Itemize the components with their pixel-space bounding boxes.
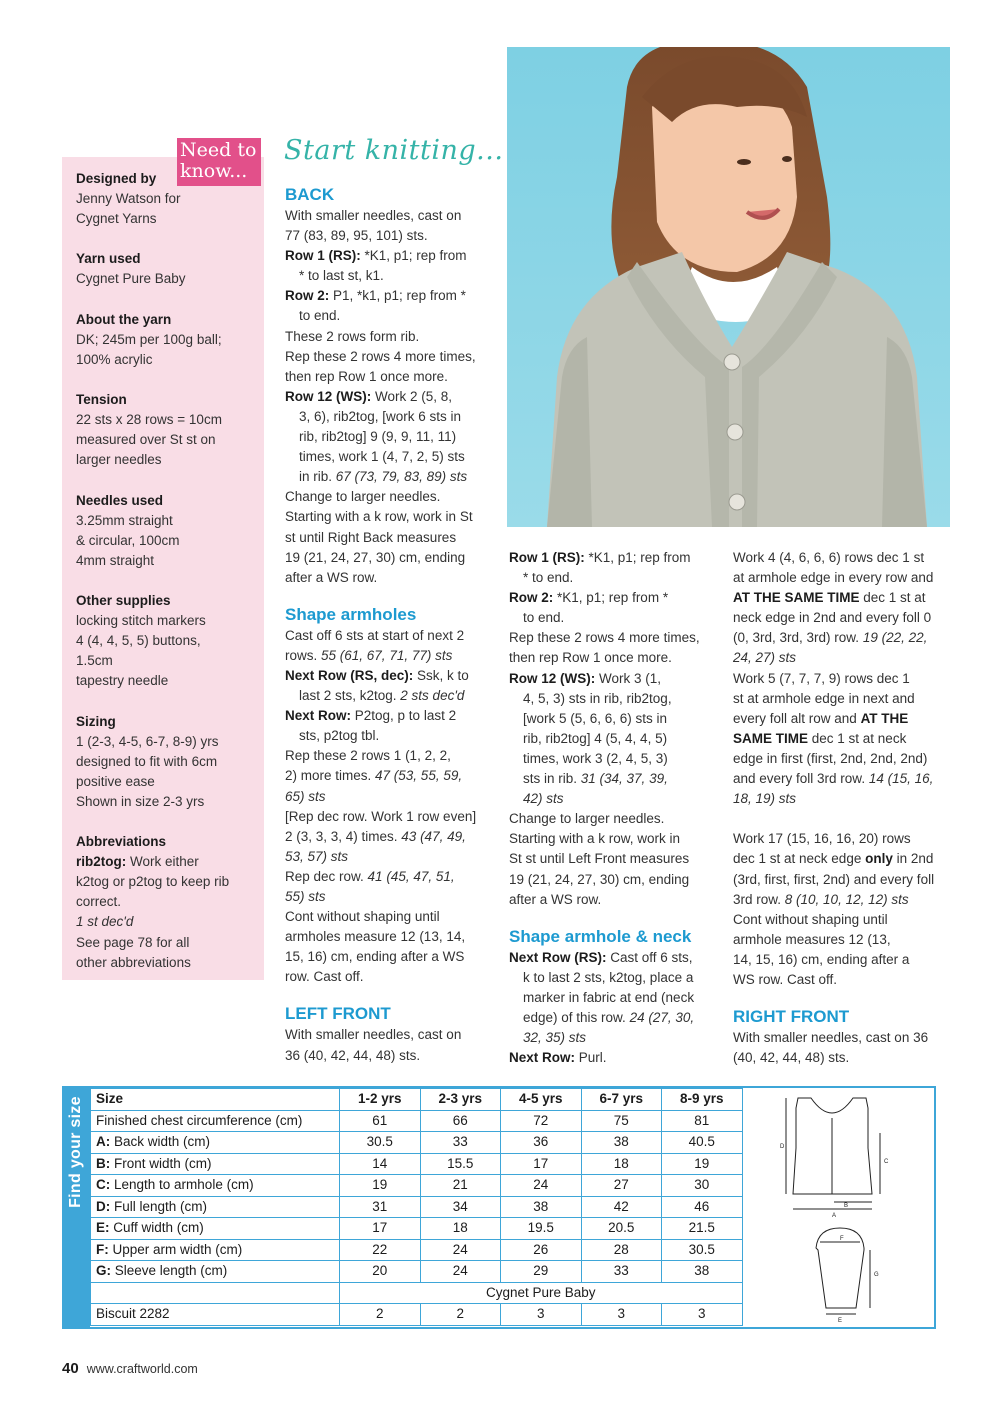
text-line: st at armhole edge in next and (733, 690, 915, 706)
sidebar-section (76, 712, 264, 812)
text-line: Change to larger needles. (509, 811, 665, 827)
emphasis: SAME TIME (733, 730, 809, 746)
table-row-label: D: Full length (cm) (91, 1196, 340, 1218)
text-line: WS row. Cast off. (733, 971, 838, 987)
text-span: every foll alt row and (733, 710, 861, 726)
sidebar-section (76, 310, 264, 370)
cardigan-schematic (746, 1088, 934, 1327)
text-span: dec 1 st at neck edge (733, 851, 866, 867)
table-cell: 17 (340, 1218, 421, 1240)
sidebar-heading: Yarn used (76, 251, 141, 267)
table-cell: 3 (662, 1304, 743, 1326)
yarn-name-cell: Cygnet Pure Baby (340, 1282, 743, 1304)
section-heading-back: BACK (285, 185, 335, 204)
page-title: Start knitting... (284, 135, 504, 166)
sidebar-heading: Sizing (76, 713, 116, 729)
table-cell: 38 (662, 1261, 743, 1283)
table-cell: 19 (340, 1175, 421, 1197)
text-line: With smaller needles, cast on 36 (733, 1030, 929, 1046)
footer-url[interactable]: www.craftworld.com (86, 1362, 198, 1376)
sidebar-heading: Other supplies (76, 592, 171, 608)
text-line: Rep these 2 rows 4 more times, (285, 348, 476, 364)
badge-line: Need to (180, 139, 257, 161)
stitch-count: 65) sts (285, 788, 326, 804)
row-label: Row 1 (RS): (285, 248, 361, 264)
table-cell: 18 (420, 1218, 501, 1240)
text-line: Cont without shaping until (733, 911, 888, 927)
text-span: dec 1 st at (859, 590, 926, 606)
text-span: P2tog, p to last 2 (351, 708, 457, 724)
sidebar-section-abbreviations (76, 832, 264, 973)
sidebar-line: 1 st dec'd (76, 914, 134, 930)
table-cell: 40.5 (662, 1132, 743, 1154)
text-span: Rep dec row. (285, 868, 368, 884)
table-cell: 24 (501, 1175, 582, 1197)
text-span: *K1, p1; rep from * (553, 590, 669, 606)
need-to-know-badge (177, 138, 261, 186)
text-line: armhole measures 12 (13, (733, 931, 891, 947)
table-cell: 72 (501, 1110, 582, 1132)
table-cell: 2 (420, 1304, 501, 1326)
text-line: neck edge in 2nd and every foll 0 (733, 610, 932, 626)
sidebar-line: 22 sts x 28 rows = 10cm (76, 412, 222, 428)
text-line: at armhole edge in every row and (733, 570, 934, 586)
table-cell: 66 (420, 1110, 501, 1132)
stitch-count: 18, 19) sts (733, 791, 797, 807)
table-header-cell: 6-7 yrs (581, 1089, 662, 1111)
svg-text:E: E (838, 1318, 843, 1324)
table-cell: 36 (501, 1132, 582, 1154)
text-span: dec 1 st at neck (808, 730, 907, 746)
row-label: Row 12 (WS): (285, 388, 372, 404)
girl-in-cardigan-image (507, 47, 950, 527)
table-row-label: Finished chest circumference (cm) (91, 1110, 340, 1132)
table-row-label: Biscuit 2282 (91, 1304, 340, 1326)
text-line: times, work 3 (2, 4, 5, 3) (523, 750, 668, 766)
text-line: 15, 16) cm, ending after a WS (285, 949, 465, 965)
table-cell: 29 (501, 1261, 582, 1283)
text-line: 3, 6), rib2tog, [work 6 sts in (299, 408, 462, 424)
stitch-count: 31 (34, 37, 39, (580, 771, 668, 787)
table-cell: 30.5 (662, 1239, 743, 1261)
text-line: Cast off 6 sts at start of next 2 (285, 627, 465, 643)
table-header-cell: 2-3 yrs (420, 1089, 501, 1111)
table-cell: 46 (662, 1196, 743, 1218)
sidebar-line: correct. (76, 894, 122, 910)
text-line: times, work 1 (4, 7, 2, 5) sts (299, 449, 465, 465)
text-span: last 2 sts, k2tog. (299, 688, 401, 704)
text-line: Starting with a k row, work in St (285, 509, 473, 525)
size-table (90, 1088, 743, 1326)
text-span: and every foll 3rd row. (733, 771, 869, 787)
stitch-count: 8 (10, 10, 12, 12) sts (784, 891, 909, 907)
table-row-label: B: Front width (cm) (91, 1153, 340, 1175)
sidebar-section (76, 491, 264, 571)
text-line: Work 17 (15, 16, 16, 20) rows (733, 831, 911, 847)
text-span: *K1, p1; rep from (584, 550, 691, 565)
sidebar-heading: Needles used (76, 492, 164, 508)
model-photo (507, 47, 950, 527)
table-cell: 15.5 (420, 1153, 501, 1175)
table-cell: 31 (340, 1196, 421, 1218)
table-cell: 42 (581, 1196, 662, 1218)
table-cell: 30.5 (340, 1132, 421, 1154)
stitch-count: 42) sts (523, 791, 564, 807)
text-line: to end. (299, 308, 341, 324)
text-line: marker in fabric at end (neck (523, 989, 695, 1005)
stitch-count: 53, 57) sts (285, 848, 349, 864)
text-line: Work 5 (7, 7, 7, 9) rows dec 1 (733, 670, 910, 686)
text-line: Rep these 2 rows 4 more times, (509, 630, 700, 646)
text-line: k to last 2 sts, k2tog, place a (523, 969, 694, 985)
row-label: Row 2: (509, 590, 554, 606)
table-cell: 2 (340, 1304, 421, 1326)
stitch-count: 2 sts dec'd (400, 688, 465, 704)
table-cell: 28 (581, 1239, 662, 1261)
text-line: (40, 42, 44, 48) sts. (733, 1050, 850, 1066)
table-cell: 34 (420, 1196, 501, 1218)
table-row (91, 1132, 743, 1154)
page-footer (62, 1359, 198, 1379)
sidebar-line: See page 78 for all (76, 934, 190, 950)
find-your-size-label: Find your size (66, 1096, 84, 1208)
instructions-column-1 (285, 184, 507, 1066)
text-span: Work 3 (1, (595, 670, 662, 686)
text-span: P1, *k1, p1; rep from * (329, 288, 466, 304)
table-row-label: A: Back width (cm) (91, 1132, 340, 1154)
table-cell: 3 (581, 1304, 662, 1326)
text-line: rib, rib2tog] 4 (5, 4, 4, 5) (523, 730, 668, 746)
table-cell: 21.5 (662, 1218, 743, 1240)
text-line: 19 (21, 24, 27, 30) cm, ending (285, 549, 466, 565)
table-row-label: C: Length to armhole (cm) (91, 1175, 340, 1197)
sidebar-heading: About the yarn (76, 311, 172, 327)
table-cell: 26 (501, 1239, 582, 1261)
text-line: after a WS row. (285, 569, 378, 585)
table-cell (91, 1282, 340, 1304)
stitch-count: 24, 27) sts (733, 650, 797, 666)
table-row-label: G: Sleeve length (cm) (91, 1261, 340, 1283)
text-line: armholes measure 12 (13, 14, (285, 929, 466, 945)
section-heading-right-front: RIGHT FRONT (733, 1007, 850, 1027)
text-span: 2) more times. (285, 768, 376, 784)
table-row (91, 1261, 743, 1283)
table-cell: 21 (420, 1175, 501, 1197)
table-cell: 30 (662, 1175, 743, 1197)
svg-text:G: G (874, 1272, 879, 1278)
section-heading-shape-armhole-neck: Shape armhole & neck (509, 926, 692, 946)
stitch-count: 55) sts (285, 889, 326, 904)
row-label: Row 12 (WS): (509, 670, 596, 686)
page-number: 40 (62, 1360, 79, 1377)
table-cell: 19 (662, 1153, 743, 1175)
sidebar-line: Cygnet Pure Baby (76, 271, 186, 287)
stitch-count: 24 (27, 30, (629, 1009, 695, 1025)
table-cell: 33 (581, 1261, 662, 1283)
text-span: (0, 3rd, 3rd, 3rd) row. (733, 630, 863, 646)
text-line: to end. (523, 610, 565, 626)
table-header-cell: Size (91, 1089, 340, 1111)
text-span: sts in rib. (523, 771, 581, 787)
sidebar-line: measured over St st on (76, 432, 216, 448)
sidebar-line: 3.25mm straight (76, 512, 173, 528)
text-line: Cont without shaping until (285, 909, 440, 925)
text-line: [Rep dec row. Work 1 row even] (285, 808, 477, 824)
emphasis: AT THE (860, 710, 909, 726)
text-line: With smaller needles, cast on (285, 208, 462, 223)
sidebar-line: 4 (4, 4, 5, 5) buttons, (76, 633, 201, 649)
sidebar-line: DK; 245m per 100g ball; (76, 331, 222, 347)
text-line: 14, 15, 16) cm, ending after a (733, 951, 910, 967)
sidebar-line: 1.5cm (76, 653, 113, 669)
sidebar-section (76, 591, 264, 691)
table-cell: 24 (420, 1239, 501, 1261)
table-cell: 3 (501, 1304, 582, 1326)
table-cell: 18 (581, 1153, 662, 1175)
sidebar-section (76, 249, 264, 289)
text-span: rows. (285, 647, 322, 663)
schematic-diagram (746, 1088, 934, 1327)
text-line: 19 (21, 24, 27, 30) cm, ending (509, 871, 690, 887)
table-cell: 33 (420, 1132, 501, 1154)
text-line: then rep Row 1 once more. (285, 368, 448, 384)
sidebar-line: Jenny Watson for (76, 191, 181, 207)
text-span: Ssk, k to (413, 667, 469, 683)
text-span: in 2nd (892, 851, 934, 867)
text-span: edge) of this row. (523, 1009, 630, 1025)
text-span: Cast off 6 sts, (606, 949, 693, 965)
sidebar-line: other abbreviations (76, 954, 191, 970)
stitch-count: 67 (73, 79, 83, 89) sts (335, 469, 468, 485)
text-span: Work 2 (5, 8, (371, 388, 453, 404)
abbrev-def: Work either (126, 854, 199, 870)
text-span: *K1, p1; rep from (360, 248, 467, 264)
sidebar-line: k2tog or p2tog to keep rib (76, 874, 230, 890)
text-span: 2 (3, 3, 3, 4) times. (285, 828, 402, 844)
table-cell: 27 (581, 1175, 662, 1197)
stitch-count: 32, 35) sts (523, 1030, 587, 1046)
sidebar-heading: Designed by (76, 171, 157, 186)
instructions-column-4 (733, 548, 953, 1068)
svg-text:A: A (832, 1213, 837, 1219)
instructions-column-3 (509, 548, 731, 1068)
text-line: edge in first (first, 2nd, 2nd, 2nd) (733, 750, 928, 766)
badge-line: know... (180, 160, 248, 182)
abbrev-term: rib2tog: (76, 854, 127, 870)
table-cell: 24 (420, 1261, 501, 1283)
sidebar-line: larger needles (76, 452, 162, 468)
table-header-cell: 1-2 yrs (340, 1089, 421, 1111)
row-label: Next Row (RS): (509, 949, 607, 965)
svg-text:C: C (884, 1159, 889, 1165)
svg-text:B: B (844, 1203, 849, 1209)
stitch-count: 43 (47, 49, (401, 828, 466, 844)
text-line: Change to larger needles. (285, 489, 441, 505)
sidebar-line: Cygnet Yarns (76, 211, 157, 227)
text-line: 77 (83, 89, 95, 101) sts. (285, 228, 428, 244)
sidebar-line: designed to fit with 6cm (76, 753, 218, 769)
table-cell: 19.5 (501, 1218, 582, 1240)
text-line: [work 5 (5, 6, 6, 6) sts in (523, 710, 668, 726)
text-line: These 2 rows form rib. (285, 328, 420, 344)
text-line: Rep these 2 rows 1 (1, 2, 2, (285, 748, 451, 764)
table-row-shade (91, 1304, 743, 1326)
text-line: st until Right Back measures (285, 529, 457, 545)
row-label: Next Row (RS, dec): (285, 667, 414, 683)
table-row (91, 1153, 743, 1175)
text-line: 36 (40, 42, 44, 48) sts. (285, 1047, 421, 1063)
text-line: (3rd, first, first, 2nd) and every foll (733, 871, 935, 887)
table-cell: 17 (501, 1153, 582, 1175)
sidebar-line: 100% acrylic (76, 351, 153, 367)
text-line: * to end. (523, 570, 574, 586)
table-cell: 20.5 (581, 1218, 662, 1240)
stitch-count: 19 (22, 22, (862, 630, 928, 646)
text-span: Purl. (575, 1050, 607, 1066)
table-row (91, 1218, 743, 1240)
text-line: row. Cast off. (285, 969, 364, 985)
text-line: rib, rib2tog] 9 (9, 9, 11, 11) (299, 429, 457, 445)
table-row-yarn (91, 1282, 743, 1304)
section-heading-left-front: LEFT FRONT (285, 1004, 391, 1024)
emphasis: AT THE SAME TIME (733, 590, 860, 606)
table-header-cell: 4-5 yrs (501, 1089, 582, 1111)
sidebar-line: 1 (2-3, 4-5, 6-7, 8-9) yrs (76, 733, 219, 749)
table-row-label: F: Upper arm width (cm) (91, 1239, 340, 1261)
text-line: Starting with a k row, work in (509, 831, 681, 847)
stitch-count: 47 (53, 55, 59, (375, 768, 463, 784)
table-cell: 22 (340, 1239, 421, 1261)
sidebar-heading: Abbreviations (76, 834, 167, 850)
sidebar-line: tapestry needle (76, 673, 169, 689)
row-label: Next Row: (285, 708, 352, 724)
text-line: With smaller needles, cast on (285, 1027, 462, 1043)
sidebar-line: locking stitch markers (76, 613, 206, 629)
table-cell: 38 (501, 1196, 582, 1218)
table-header-cell: 8-9 yrs (662, 1089, 743, 1111)
sidebar-line: & circular, 100cm (76, 532, 180, 548)
table-row (91, 1239, 743, 1261)
stitch-count: 41 (45, 47, 51, (367, 868, 455, 884)
text-line: St st until Left Front measures (509, 851, 690, 867)
table-cell: 38 (581, 1132, 662, 1154)
text-line: then rep Row 1 once more. (509, 650, 672, 666)
text-line: after a WS row. (509, 891, 602, 907)
table-row (91, 1196, 743, 1218)
sidebar-section (76, 390, 264, 470)
table-header-row (91, 1089, 743, 1111)
text-span: 3rd row. (733, 891, 785, 907)
text-line: Work 4 (4, 6, 6, 6) rows dec 1 st (733, 550, 925, 565)
row-label: Next Row: (509, 1050, 576, 1066)
sidebar-heading: Tension (76, 392, 127, 408)
stitch-count: 14 (15, 16, (868, 771, 934, 787)
section-heading-shape-armholes: Shape armholes (285, 604, 417, 624)
row-label: Row 2: (285, 288, 330, 304)
table-row-label: E: Cuff width (cm) (91, 1218, 340, 1240)
svg-text:F: F (840, 1236, 844, 1242)
stitch-count: 55 (61, 67, 71, 77) sts (321, 647, 453, 663)
text-span: in rib. (299, 469, 336, 485)
text-line: * to last st, k1. (299, 268, 384, 284)
sidebar-line: Shown in size 2-3 yrs (76, 793, 205, 809)
table-cell: 61 (340, 1110, 421, 1132)
table-cell: 14 (340, 1153, 421, 1175)
table-cell: 81 (662, 1110, 743, 1132)
sidebar-line: 4mm straight (76, 552, 155, 568)
table-cell: 75 (581, 1110, 662, 1132)
text-line: 4, 5, 3) sts in rib, rib2tog, (523, 690, 672, 706)
row-label: Row 1 (RS): (509, 550, 585, 565)
sidebar-line: positive ease (76, 773, 155, 789)
table-cell: 20 (340, 1261, 421, 1283)
table-row (91, 1110, 743, 1132)
emphasis: only (865, 851, 893, 867)
text-line: sts, p2tog tbl. (299, 728, 380, 744)
table-row (91, 1175, 743, 1197)
svg-text:D: D (780, 1144, 785, 1150)
need-to-know-sidebar (62, 157, 264, 980)
